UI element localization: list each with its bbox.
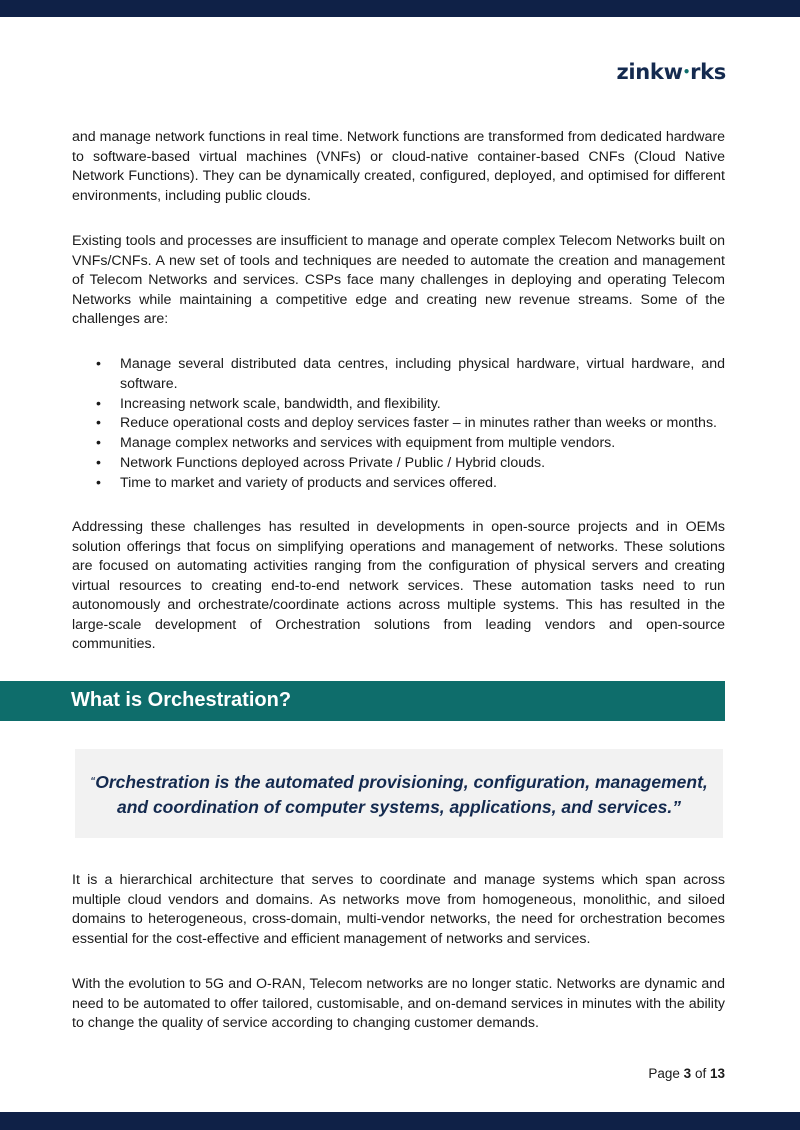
list-item: • Increasing network scale, bandwidth, and flexibility. xyxy=(72,395,725,415)
section-title: What is Orchestration? xyxy=(71,689,292,711)
page-number: Page 3 of 13 xyxy=(648,1066,725,1081)
list-item: • Manage several distributed data centres, including physical hardware, virtual hardware, and software. xyxy=(96,356,725,392)
logo-dot: • xyxy=(682,65,691,79)
paragraph-hierarchical-architecture: It is a hierarchical architecture that serves to coordinate and manage systems which span across multiple cloud vendors and domains. As networks move from homogeneous, monolithic, and siloed domains to heterogeneous, cross-domain, multi-vendor networks, the need for orchestration becomes essential for the cost-effective and efficient management of networks and services. xyxy=(72,872,725,947)
list-item: • Network Functions deployed across Private / Public / Hybrid clouds. xyxy=(72,454,725,474)
paragraph-addressing-challenges: Addressing these challenges has resulted in developments in open-source projects and in OEMs solution offerings that focus on simplifying operations and management of networks. These solutions are focused on automating activities ranging from the configuration of physical servers and creating virtual resources to creating end-to-end network services. These automation tasks need to run autonomously and orchestrate/coordinate actions across multiple systems. This has resulted in the large-scale development of Orchestration solutions from leading vendors and open-source communities. xyxy=(72,519,725,652)
orchestration-definition-quote xyxy=(75,770,723,819)
bottom-border-bar xyxy=(0,1112,800,1130)
paragraph-network-functions: and manage network functions in real time. Network functions are transformed from dedicated hardware to software-based virtual machines (VNFs) or cloud-native container-based CNFs (Cloud Native Network Functions). They can be dynamically created, configured, deployed, and optimised for different environments, including public clouds. xyxy=(72,129,725,204)
bullet-icon: • xyxy=(96,395,101,412)
list-item: • Time to market and variety of products and services offered. xyxy=(72,474,725,494)
challenges-list xyxy=(72,355,725,494)
top-border-bar xyxy=(0,0,800,17)
zinkworks-logo: zinkw•rks xyxy=(616,60,726,84)
quote-open-mark: “ xyxy=(90,776,96,787)
paragraph-5g-evolution: With the evolution to 5G and O-RAN, Telecom networks are no longer static. Networks are dynamic and need to be automated to offer tailored, customisable, and on-demand services in minutes with the ability to change the quality of service according to changing customer demands. xyxy=(72,976,725,1031)
paragraph-existing-tools: Existing tools and processes are insufficient to manage and operate complex Telecom Networks built on VNFs/CNFs. A new set of tools and techniques are needed to automate the creation and management of Telecom Networks and services. CSPs face many challenges in deploying and operating Telecom Networks while maintaining a competitive edge and creating new revenue streams. Some of the challenges are: xyxy=(72,233,725,327)
bullet-icon: • xyxy=(96,435,101,452)
bullet-icon: • xyxy=(96,474,101,491)
list-item: • Manage complex networks and services with equipment from multiple vendors. xyxy=(72,434,725,454)
bullet-icon: • xyxy=(96,415,101,432)
bullet-icon: • xyxy=(96,454,101,471)
bullet-icon: • xyxy=(96,356,101,372)
list-item: • Reduce operational costs and deploy services faster – in minutes rather than weeks or months. xyxy=(72,414,725,434)
quote-text: Orchestration is the automated provisioning, configuration, management, and coordination of computer systems, applications, and services.” xyxy=(95,772,708,817)
